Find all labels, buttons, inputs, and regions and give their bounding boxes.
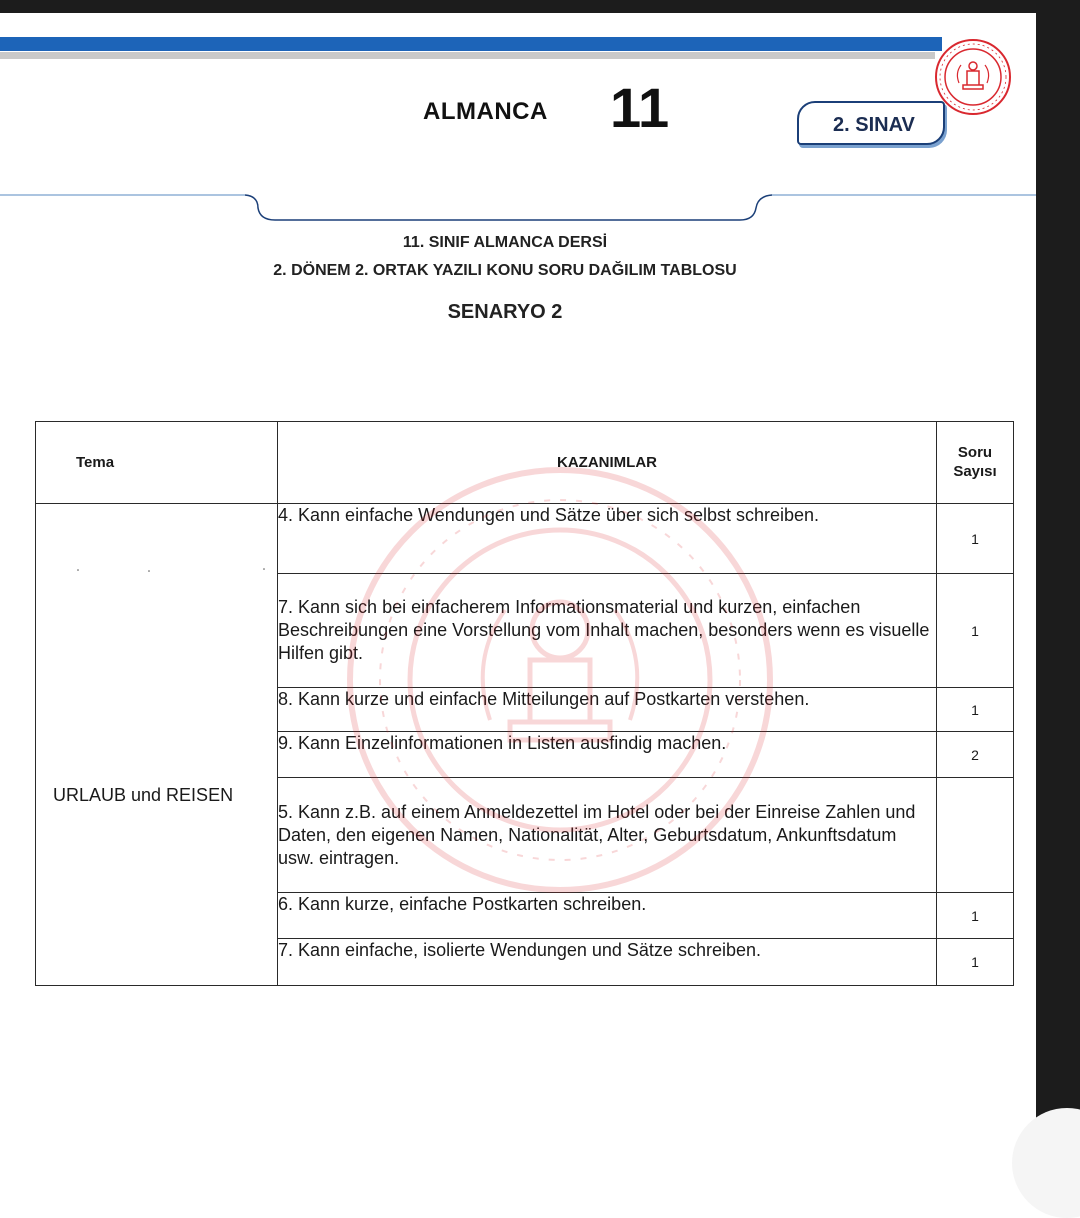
soru-cell: 2 <box>937 732 1014 778</box>
kazanim-cell: 7. Kann einfache, isolierte Wendungen und Sätze schreiben. <box>278 939 937 986</box>
column-header-kazanimlar: KAZANIMLAR <box>278 422 937 504</box>
column-header-tema: Tema <box>36 422 278 504</box>
header-blue-stripe <box>0 37 942 51</box>
scan-mark <box>38 566 274 578</box>
kazanim-cell: 4. Kann einfache Wendungen und Sätze über sich selbst schreiben. <box>278 504 937 574</box>
soru-cell: 1 <box>937 893 1014 939</box>
tema-cell <box>36 504 278 986</box>
heading-line-1: 11. SINIF ALMANCA DERSİ <box>402 234 608 251</box>
exam-label: 2. SINAV <box>833 114 915 136</box>
soru-cell: 1 <box>937 504 1014 574</box>
kazanim-cell: 9. Kann Einzelinformationen in Listen ausfindig machen. <box>278 732 937 778</box>
ministry-seal-icon <box>933 37 1013 117</box>
soru-cell <box>937 778 1014 893</box>
column-header-soru <box>937 422 1014 504</box>
distribution-table <box>35 421 1014 986</box>
right-frame-bar <box>1036 0 1080 1149</box>
grade-number: 11 <box>610 76 670 139</box>
header-gray-stripe <box>0 52 935 59</box>
heading-scenario: SENARYO 2 <box>447 301 563 323</box>
kazanim-cell: 7. Kann sich bei einfacherem Informationsmaterial und kurzen, einfachen Beschreibungen eine Vorstellung vom Inhalt machen, besonders wenn es visuelle Hilfen gibt. <box>278 574 937 688</box>
heading-line-2: 2. DÖNEM 2. ORTAK YAZILI KONU SORU DAĞILIM TABLOSU <box>273 262 737 279</box>
column-header-soru-line2: Sayısı <box>953 462 997 480</box>
kazanim-cell: 5. Kann z.B. auf einem Anmeldezettel im Hotel oder bei der Einreise Zahlen und Daten, den eigenen Namen, Nationalität, Alter, Geburtsdatum, Ankunftsdatum usw. eintragen. <box>278 778 937 893</box>
soru-cell: 1 <box>937 574 1014 688</box>
table-row <box>36 504 1014 574</box>
scroll-corner <box>1012 1108 1080 1218</box>
exam-badge <box>797 101 945 145</box>
kazanim-cell: 8. Kann kurze und einfache Mitteilungen auf Postkarten verstehen. <box>278 688 937 732</box>
kazanim-cell: 6. Kann kurze, einfache Postkarten schreiben. <box>278 893 937 939</box>
top-frame-bar <box>0 0 1080 13</box>
table-header-row <box>36 422 1014 504</box>
header-divider <box>0 188 1036 228</box>
soru-cell: 1 <box>937 939 1014 986</box>
soru-cell: 1 <box>937 688 1014 732</box>
tema-value: URLAUB und REISEN <box>53 785 234 805</box>
subject-title: ALMANCA <box>423 98 548 125</box>
column-header-soru-line1: Soru <box>957 443 993 461</box>
